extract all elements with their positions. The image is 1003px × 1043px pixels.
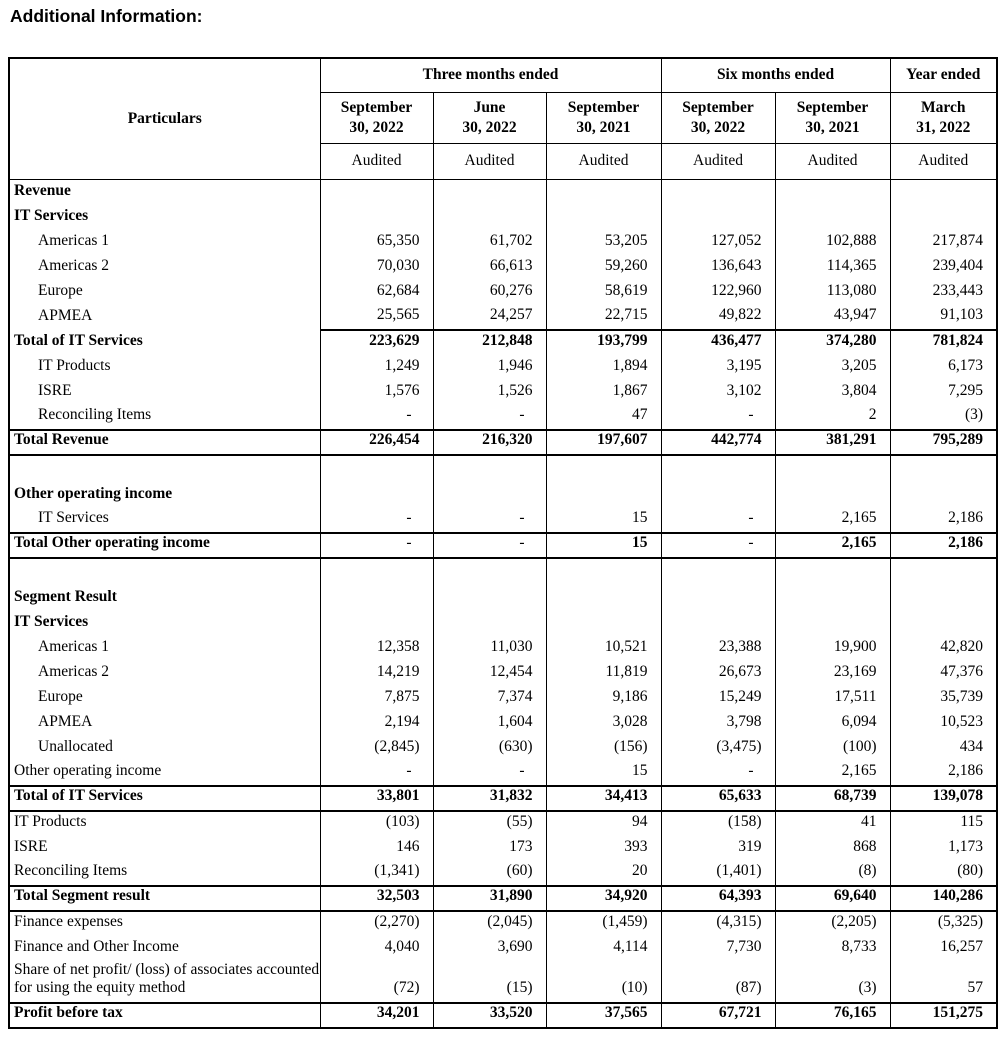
cell-value (546, 205, 661, 230)
cell-value (546, 586, 661, 611)
cell-value: (2,845) (320, 736, 433, 761)
audited-label: Audited (433, 144, 546, 180)
cell-value: - (661, 761, 775, 786)
table-row (9, 483, 997, 508)
row-label: IT Products (9, 355, 320, 380)
cell-value (775, 611, 890, 636)
table-row (9, 861, 997, 886)
table-row (9, 711, 997, 736)
row-label: Europe (9, 686, 320, 711)
cell-value: (100) (775, 736, 890, 761)
row-label: IT Services (9, 508, 320, 533)
cell-value: 1,173 (890, 836, 997, 861)
cell-value: 61,702 (433, 230, 546, 255)
table-row (9, 305, 997, 330)
table-row (9, 430, 997, 455)
cell-value: 393 (546, 836, 661, 861)
cell-value (433, 180, 546, 205)
row-label (9, 558, 320, 586)
cell-value: 23,388 (661, 636, 775, 661)
cell-value: 1,894 (546, 355, 661, 380)
cell-value: 91,103 (890, 305, 997, 330)
cell-value: (1,401) (661, 861, 775, 886)
cell-value: 239,404 (890, 255, 997, 280)
cell-value (890, 558, 997, 586)
cell-value: 1,946 (433, 355, 546, 380)
group-header-year-ended: Year ended (890, 58, 997, 93)
cell-value: 3,205 (775, 355, 890, 380)
cell-value: 1,576 (320, 380, 433, 405)
cell-value: 3,804 (775, 380, 890, 405)
cell-value: 33,801 (320, 786, 433, 811)
cell-value: 65,350 (320, 230, 433, 255)
cell-value (433, 586, 546, 611)
cell-value: (5,325) (890, 911, 997, 936)
table-row (9, 1003, 997, 1028)
table-row (9, 886, 997, 911)
cell-value (546, 455, 661, 483)
audited-label: Audited (661, 144, 775, 180)
table-row (9, 533, 997, 558)
cell-value: 12,454 (433, 661, 546, 686)
group-header-three-months: Three months ended (320, 58, 661, 93)
cell-value: 58,619 (546, 280, 661, 305)
cell-value: 2,186 (890, 761, 997, 786)
cell-value: - (433, 761, 546, 786)
cell-value: 436,477 (661, 330, 775, 355)
cell-value: 2,165 (775, 761, 890, 786)
period-header: September 30, 2021 (775, 93, 890, 144)
row-label: ISRE (9, 380, 320, 405)
cell-value (661, 611, 775, 636)
cell-value: 59,260 (546, 255, 661, 280)
cell-value: (1,341) (320, 861, 433, 886)
cell-value: 114,365 (775, 255, 890, 280)
row-label (9, 455, 320, 483)
cell-value: 11,030 (433, 636, 546, 661)
cell-value: 193,799 (546, 330, 661, 355)
cell-value: (15) (433, 961, 546, 1004)
period-header: September 30, 2021 (546, 93, 661, 144)
cell-value: 9,186 (546, 686, 661, 711)
table-row (9, 686, 997, 711)
cell-value: 113,080 (775, 280, 890, 305)
cell-value (661, 455, 775, 483)
cell-value: 868 (775, 836, 890, 861)
cell-value: 8,733 (775, 936, 890, 961)
cell-value: 3,798 (661, 711, 775, 736)
audited-label: Audited (775, 144, 890, 180)
table-row (9, 330, 997, 355)
cell-value: 23,169 (775, 661, 890, 686)
cell-value: 6,094 (775, 711, 890, 736)
cell-value (546, 483, 661, 508)
cell-value: (156) (546, 736, 661, 761)
cell-value: 1,526 (433, 380, 546, 405)
cell-value: 62,684 (320, 280, 433, 305)
cell-value: 66,613 (433, 255, 546, 280)
table-body (9, 180, 997, 1029)
cell-value: 233,443 (890, 280, 997, 305)
cell-value: 3,690 (433, 936, 546, 961)
table-row (9, 811, 997, 836)
cell-value: 2,186 (890, 533, 997, 558)
table-row (9, 586, 997, 611)
cell-value (320, 455, 433, 483)
cell-value: 781,824 (890, 330, 997, 355)
cell-value: 216,320 (433, 430, 546, 455)
table-row (9, 405, 997, 430)
cell-value: 53,205 (546, 230, 661, 255)
cell-value: 1,249 (320, 355, 433, 380)
cell-value: 11,819 (546, 661, 661, 686)
cell-value (433, 483, 546, 508)
table-row (9, 786, 997, 811)
cell-value: 3,028 (546, 711, 661, 736)
cell-value: - (433, 508, 546, 533)
cell-value: 151,275 (890, 1003, 997, 1028)
cell-value (320, 180, 433, 205)
table-row (9, 636, 997, 661)
audited-label: Audited (546, 144, 661, 180)
table-row (9, 355, 997, 380)
page-title: Additional Information: (10, 6, 203, 26)
cell-value: 146 (320, 836, 433, 861)
cell-value: (2,205) (775, 911, 890, 936)
cell-value: 19,900 (775, 636, 890, 661)
cell-value: (60) (433, 861, 546, 886)
cell-value: 76,165 (775, 1003, 890, 1028)
table-row (9, 205, 997, 230)
cell-value: 7,875 (320, 686, 433, 711)
row-label: APMEA (9, 305, 320, 330)
cell-value (546, 180, 661, 205)
cell-value: 2,165 (775, 508, 890, 533)
period-header: September 30, 2022 (320, 93, 433, 144)
spacer-row (9, 455, 997, 483)
row-label: APMEA (9, 711, 320, 736)
cell-value: - (661, 405, 775, 430)
cell-value: 31,832 (433, 786, 546, 811)
cell-value: 15 (546, 761, 661, 786)
cell-value (890, 455, 997, 483)
cell-value: 37,565 (546, 1003, 661, 1028)
row-label: Unallocated (9, 736, 320, 761)
cell-value (890, 180, 997, 205)
cell-value: (80) (890, 861, 997, 886)
cell-value: 70,030 (320, 255, 433, 280)
cell-value (775, 455, 890, 483)
cell-value: - (661, 533, 775, 558)
financial-table (8, 57, 998, 1029)
cell-value: 2,194 (320, 711, 433, 736)
cell-value: 34,413 (546, 786, 661, 811)
row-label: Other operating income (9, 483, 320, 508)
table-row (9, 911, 997, 936)
cell-value: 69,640 (775, 886, 890, 911)
cell-value: (87) (661, 961, 775, 1004)
row-label: Total of IT Services (9, 330, 320, 355)
row-label: Revenue (9, 180, 320, 205)
cell-value: 136,643 (661, 255, 775, 280)
cell-value: 24,257 (433, 305, 546, 330)
cell-value: 57 (890, 961, 997, 1004)
row-label: Total of IT Services (9, 786, 320, 811)
cell-value: 25,565 (320, 305, 433, 330)
cell-value: - (320, 508, 433, 533)
cell-value: 16,257 (890, 936, 997, 961)
row-label: Finance and Other Income (9, 936, 320, 961)
cell-value (661, 483, 775, 508)
cell-value: 7,730 (661, 936, 775, 961)
cell-value: 15,249 (661, 686, 775, 711)
cell-value: 31,890 (433, 886, 546, 911)
table-row (9, 280, 997, 305)
cell-value (433, 558, 546, 586)
row-label: Profit before tax (9, 1003, 320, 1028)
cell-value: 34,920 (546, 886, 661, 911)
cell-value: (10) (546, 961, 661, 1004)
table-row (9, 180, 997, 205)
cell-value: 20 (546, 861, 661, 886)
cell-value: 60,276 (433, 280, 546, 305)
row-label: Americas 2 (9, 255, 320, 280)
table-row (9, 936, 997, 961)
row-label: Finance expenses (9, 911, 320, 936)
cell-value (661, 586, 775, 611)
cell-value: 15 (546, 533, 661, 558)
cell-value: 319 (661, 836, 775, 861)
cell-value: - (661, 508, 775, 533)
cell-value: 42,820 (890, 636, 997, 661)
row-label: Americas 2 (9, 661, 320, 686)
cell-value: 32,503 (320, 886, 433, 911)
row-label: IT Services (9, 205, 320, 230)
cell-value (661, 180, 775, 205)
cell-value: 1,604 (433, 711, 546, 736)
audited-label: Audited (320, 144, 433, 180)
row-label: Other operating income (9, 761, 320, 786)
cell-value: 795,289 (890, 430, 997, 455)
cell-value: 49,822 (661, 305, 775, 330)
cell-value (320, 483, 433, 508)
cell-value: 35,739 (890, 686, 997, 711)
cell-value: 3,102 (661, 380, 775, 405)
cell-value: 140,286 (890, 886, 997, 911)
cell-value: - (433, 405, 546, 430)
cell-value: (4,315) (661, 911, 775, 936)
cell-value (320, 205, 433, 230)
cell-value: 173 (433, 836, 546, 861)
table-row (9, 611, 997, 636)
cell-value: 26,673 (661, 661, 775, 686)
cell-value: 2 (775, 405, 890, 430)
table-row (9, 836, 997, 861)
cell-value: 4,040 (320, 936, 433, 961)
cell-value: (103) (320, 811, 433, 836)
cell-value (890, 205, 997, 230)
particulars-header: Particulars (9, 58, 320, 180)
cell-value: (2,270) (320, 911, 433, 936)
cell-value: - (433, 533, 546, 558)
cell-value (433, 611, 546, 636)
cell-value: (3,475) (661, 736, 775, 761)
row-label: Total Revenue (9, 430, 320, 455)
cell-value: (630) (433, 736, 546, 761)
cell-value: 17,511 (775, 686, 890, 711)
cell-value: 102,888 (775, 230, 890, 255)
cell-value (661, 558, 775, 586)
cell-value (320, 611, 433, 636)
cell-value: 217,874 (890, 230, 997, 255)
row-label: Total Other operating income (9, 533, 320, 558)
row-label: ISRE (9, 836, 320, 861)
cell-value: 47,376 (890, 661, 997, 686)
cell-value: 2,186 (890, 508, 997, 533)
cell-value: (3) (890, 405, 997, 430)
cell-value: 15 (546, 508, 661, 533)
cell-value: 127,052 (661, 230, 775, 255)
cell-value: (72) (320, 961, 433, 1004)
cell-value: 34,201 (320, 1003, 433, 1028)
period-header: September 30, 2022 (661, 93, 775, 144)
row-label: Americas 1 (9, 636, 320, 661)
cell-value: 7,295 (890, 380, 997, 405)
cell-value: - (320, 533, 433, 558)
cell-value: (3) (775, 961, 890, 1004)
cell-value (775, 558, 890, 586)
row-label: Reconciling Items (9, 405, 320, 430)
cell-value (775, 180, 890, 205)
table-row (9, 255, 997, 280)
audited-label: Audited (890, 144, 997, 180)
cell-value (775, 205, 890, 230)
period-header: June 30, 2022 (433, 93, 546, 144)
cell-value: 3,195 (661, 355, 775, 380)
cell-value: 2,165 (775, 533, 890, 558)
group-header-six-months: Six months ended (661, 58, 890, 93)
cell-value (320, 586, 433, 611)
cell-value: 12,358 (320, 636, 433, 661)
cell-value (433, 205, 546, 230)
cell-value (546, 558, 661, 586)
cell-value: - (320, 761, 433, 786)
cell-value: (8) (775, 861, 890, 886)
cell-value: 14,219 (320, 661, 433, 686)
table-row (9, 736, 997, 761)
cell-value (661, 205, 775, 230)
cell-value: (1,459) (546, 911, 661, 936)
cell-value: 10,523 (890, 711, 997, 736)
table-header (9, 58, 997, 180)
table-row (9, 380, 997, 405)
cell-value: 47 (546, 405, 661, 430)
table-row (9, 230, 997, 255)
table-row (9, 761, 997, 786)
row-label: IT Services (9, 611, 320, 636)
cell-value: 68,739 (775, 786, 890, 811)
row-label: Segment Result (9, 586, 320, 611)
row-label: Share of net profit/ (loss) of associates accounted for using the equity method (9, 961, 320, 1004)
cell-value: 33,520 (433, 1003, 546, 1028)
spacer-row (9, 558, 997, 586)
group-header-row (9, 58, 997, 93)
cell-value (775, 483, 890, 508)
cell-value: 442,774 (661, 430, 775, 455)
cell-value: 115 (890, 811, 997, 836)
cell-value: 1,867 (546, 380, 661, 405)
cell-value: 381,291 (775, 430, 890, 455)
cell-value: 43,947 (775, 305, 890, 330)
cell-value (433, 455, 546, 483)
row-label: Reconciling Items (9, 861, 320, 886)
cell-value: 226,454 (320, 430, 433, 455)
cell-value: 41 (775, 811, 890, 836)
cell-value: 64,393 (661, 886, 775, 911)
cell-value (546, 611, 661, 636)
cell-value (775, 586, 890, 611)
cell-value: 212,848 (433, 330, 546, 355)
row-label: Total Segment result (9, 886, 320, 911)
cell-value: (55) (433, 811, 546, 836)
row-label: Americas 1 (9, 230, 320, 255)
cell-value: 374,280 (775, 330, 890, 355)
cell-value: 139,078 (890, 786, 997, 811)
cell-value: (2,045) (433, 911, 546, 936)
cell-value: 7,374 (433, 686, 546, 711)
table-row (9, 661, 997, 686)
cell-value (890, 611, 997, 636)
cell-value: (158) (661, 811, 775, 836)
cell-value: 6,173 (890, 355, 997, 380)
cell-value: 223,629 (320, 330, 433, 355)
cell-value (320, 558, 433, 586)
cell-value (890, 586, 997, 611)
cell-value: 10,521 (546, 636, 661, 661)
cell-value: 122,960 (661, 280, 775, 305)
row-label: IT Products (9, 811, 320, 836)
cell-value: 22,715 (546, 305, 661, 330)
cell-value: 65,633 (661, 786, 775, 811)
table-row (9, 508, 997, 533)
cell-value: 197,607 (546, 430, 661, 455)
cell-value: 4,114 (546, 936, 661, 961)
cell-value: 67,721 (661, 1003, 775, 1028)
cell-value: 434 (890, 736, 997, 761)
cell-value: 94 (546, 811, 661, 836)
cell-value (890, 483, 997, 508)
table-row (9, 961, 997, 1004)
period-header: March 31, 2022 (890, 93, 997, 144)
cell-value: - (320, 405, 433, 430)
row-label: Europe (9, 280, 320, 305)
